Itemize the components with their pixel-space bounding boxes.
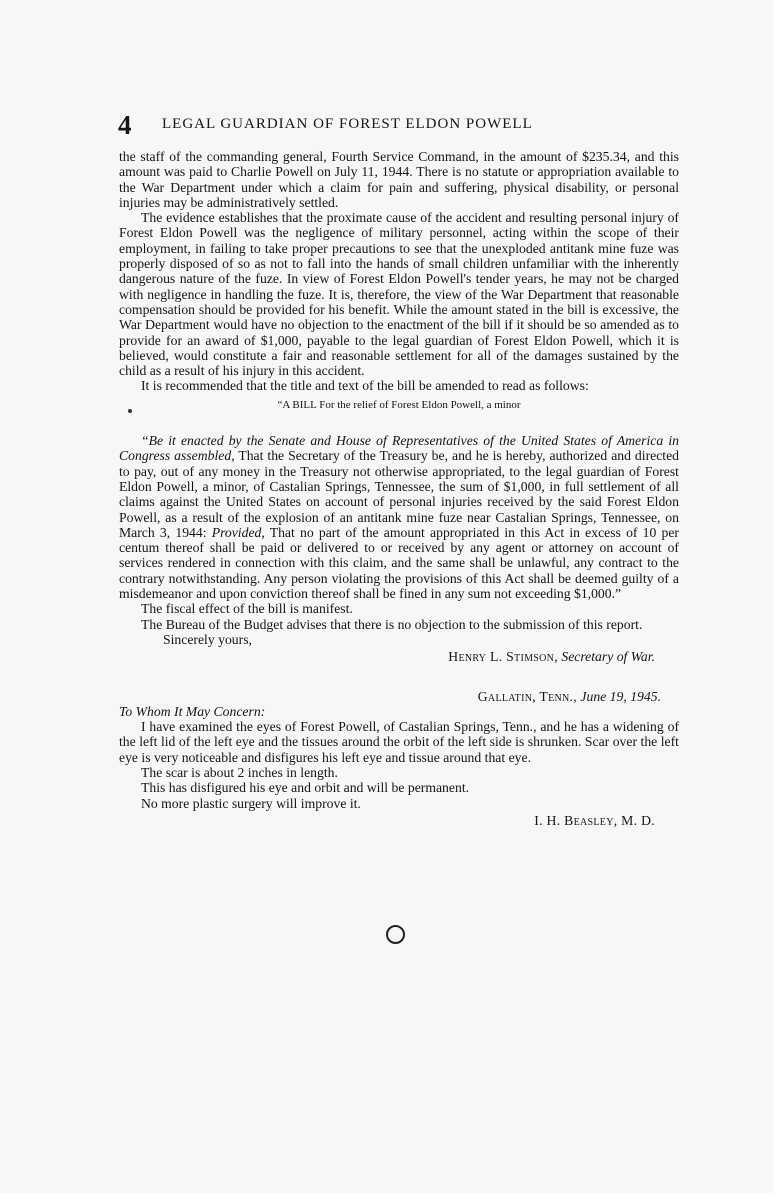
bill-provided: Provided, bbox=[211, 524, 265, 540]
signatory-title: Secretary of War. bbox=[561, 649, 655, 665]
paragraph-claim-settlement: the staff of the commanding general, Fourth Service Command, in the amount of $235.34, and this amount was paid to Charlie Powell on July 11, 1944. There is no statute or appropriation available to the War Department under which a claim for pain and suffering, physical disability, or personal injuries may be administratively settled. bbox=[119, 149, 679, 210]
circle-mark bbox=[386, 925, 405, 944]
running-head: LEGAL GUARDIAN OF FOREST ELDON POWELL bbox=[162, 116, 533, 132]
signatory-name: Henry L. Stimson, bbox=[448, 649, 558, 665]
bill-enacting-clause: “Be it enacted by the Senate and House of Representatives of the United States of America in Congress assembled, bbox=[119, 433, 679, 464]
bill-text-part-a: That the Secretary of the Treasury be, and he is hereby, authorized and directed to pay, out of any money in the Treasury not otherwise appropriated, to the legal guardian of Forest Eldon Powell, a minor, of Castalian Springs, Tennessee, the sum of $1,000, in full settlement of all claims against the United States on account of personal injuries received by the said Forest Eldon Powell, as a result of the explosion of an antitank mine fuze near Castalian Springs, Tennessee, on March 3, 1944: bbox=[119, 448, 679, 540]
body-text bbox=[119, 149, 679, 828]
signature-doctor: I. H. Beasley, M. D. bbox=[534, 812, 655, 828]
closing: Sincerely yours, bbox=[163, 631, 252, 647]
bill-text bbox=[119, 433, 679, 601]
letter-paragraph-surgery: No more plastic surgery will improve it. bbox=[141, 795, 361, 811]
bill-title: “A BILL For the relief of Forest Eldon Powell, a minor bbox=[277, 398, 521, 411]
dateline-date: June 19, 1945. bbox=[580, 688, 661, 704]
letter-paragraph-scar: The scar is about 2 inches in length. bbox=[141, 764, 338, 780]
paragraph-budget-bureau: The Bureau of the Budget advises that there is no objection to the submission of this report. bbox=[141, 616, 643, 632]
letter-salutation: To Whom It May Concern: bbox=[119, 703, 266, 719]
dateline-place: Gallatin, Tenn., bbox=[477, 688, 577, 704]
letter-paragraph-permanent: This has disfigured his eye and orbit and will be permanent. bbox=[141, 780, 470, 796]
paragraph-evidence: The evidence establishes that the proximate cause of the accident and resulting personal injury of Forest Eldon Powell was the negligence of military personnel, acting within the scope of their employment, in failing to take proper precautions to see that the unexploded antitank mine fuze was properly disposed of so as not to fall into the hands of small children unfamiliar with the inherently dangerous nature of the fuze. In view of Forest Eldon Powell's tender years, he may not be charged with negligence in handling the fuze. It is, therefore, the view of the War Department that reasonable compensation should be provided for his benefit. While the amount stated in the bill is excessive, the War Department would have no objection to the enactment of the bill if it should be so amended as to provide for an award of $1,000, payable to the legal guardian of Forest Eldon Powell, which it is believed, would constitute a fair and reasonable settlement for all of the damages sustained by the child as a result of his injury in this accident. bbox=[119, 210, 679, 379]
page-header bbox=[118, 110, 688, 140]
paragraph-recommendation: It is recommended that the title and text of the bill be amended to read as follows: bbox=[141, 378, 589, 394]
letter-paragraph-exam: I have examined the eyes of Forest Powell, of Castalian Springs, Tenn., and he has a widening of the left lid of the left eye and the tissues around the orbit of the left side is shrunken. Scar over the left eye is very noticeable and disfigures his left eye and tissue around that eye. bbox=[119, 719, 679, 765]
letter-dateline bbox=[119, 689, 679, 704]
bill-text-part-b: That no part of the amount appropriated in this Act in excess of 10 per centum thereof shall be paid or delivered to or received by any agent or attorney on account of services rendered in connection with this claim, and the same shall be unlawful, any contract to the contrary notwithstanding. Any person violating the provisions of this Act shall be deemed guilty of a misdemeanor and upon conviction thereof shall be fined in any sum not exceeding $1,000.” bbox=[119, 524, 679, 602]
page-number: 4 bbox=[118, 110, 132, 140]
signature-secretary bbox=[119, 649, 679, 664]
paragraph-fiscal-effect: The fiscal effect of the bill is manifest. bbox=[141, 601, 353, 617]
